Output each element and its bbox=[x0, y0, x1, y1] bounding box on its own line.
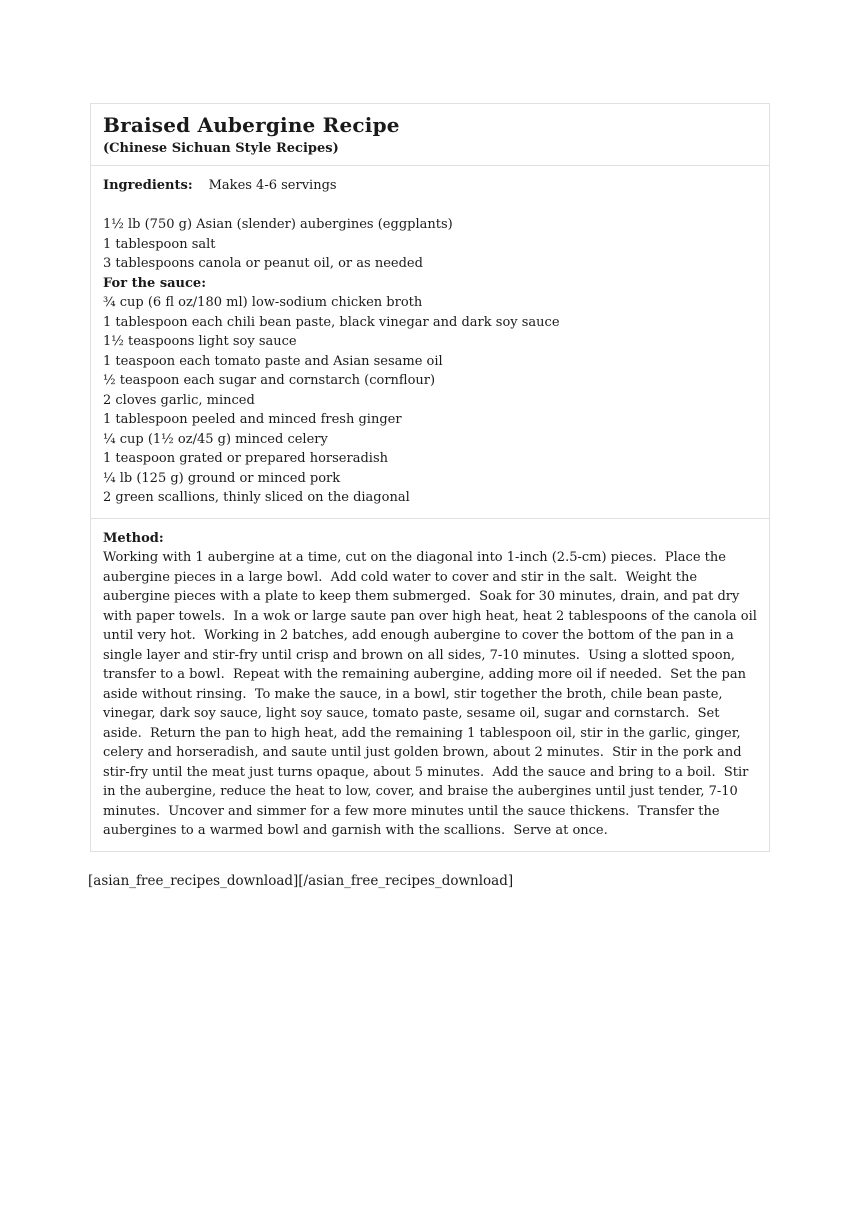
ingredient-item: 3 tablespoons canola or peanut oil, or as needed bbox=[103, 256, 423, 271]
ingredient-item: 1 teaspoon each tomato paste and Asian sesame oil bbox=[103, 353, 443, 369]
recipe-header bbox=[91, 104, 769, 165]
ingredient-item: 1½ teaspoons light soy sauce bbox=[103, 334, 297, 349]
ingredient-item: 1 teaspoon grated or prepared horseradish bbox=[103, 451, 388, 466]
page-title: Braised Aubergine Recipe bbox=[103, 113, 400, 137]
ingredient-item: 2 cloves garlic, minced bbox=[103, 392, 255, 408]
sauce-heading: For the sauce: bbox=[103, 275, 206, 291]
ingredients-section bbox=[91, 165, 769, 518]
ingredient-list-sauce bbox=[103, 293, 757, 508]
ingredient-item: 1 tablespoon peeled and minced fresh ginger bbox=[103, 412, 402, 427]
ingredient-item: ½ teaspoon each sugar and cornstarch (cornflour) bbox=[103, 373, 436, 388]
ingredient-item: 2 green scallions, thinly sliced on the diagonal bbox=[103, 490, 410, 505]
ingredient-item: 1 tablespoon salt bbox=[103, 236, 216, 252]
page-subtitle: (Chinese Sichuan Style Recipes) bbox=[103, 141, 339, 156]
ingredient-item: ¼ lb (125 g) ground or minced pork bbox=[103, 470, 341, 486]
ingredient-item: 1½ lb (750 g) Asian (slender) aubergines (eggplants) bbox=[103, 217, 453, 232]
ingredient-item: ¼ cup (1½ oz/45 g) minced celery bbox=[103, 431, 328, 447]
recipe-card bbox=[90, 103, 770, 852]
ingredient-item: 1 tablespoon each chili bean paste, black vinegar and dark soy sauce bbox=[103, 314, 560, 330]
shortcode-text: [asian_free_recipes_download][/asian_free_recipes_download] bbox=[88, 873, 514, 889]
ingredient-list-main bbox=[103, 215, 757, 274]
spacer bbox=[103, 196, 757, 216]
method-section bbox=[91, 518, 769, 851]
ingredients-label: Ingredients: bbox=[103, 178, 193, 193]
method-label: Method: bbox=[103, 530, 164, 546]
ingredient-item: ¾ cup (6 fl oz/180 ml) low-sodium chicken broth bbox=[103, 295, 423, 310]
ingredients-header-line bbox=[103, 176, 757, 196]
method-text: Working with 1 aubergine at a time, cut on the diagonal into 1-inch (2.5-cm) pieces. Place the aubergine pieces in a large bowl. Add cold water to cover and stir in the salt. Weight the aubergine pieces with a plate to keep them submerged. Soak for 30 minutes, drain, and pat dry with paper towels. In a wok or large saute pan over high heat, heat 2 tablespoons of the canola oil until very hot. Working in 2 batches, add enough aubergine to cover the bottom of the pan in a single layer and stir-fry until crisp and brown on all sides, 7-10 minutes. Using a slotted spoon, transfer to a bowl. Repeat with the remaining aubergine, adding more oil if needed. Set the pan aside without rinsing. To make the sauce, in a bowl, stir together the broth, chile bean paste, vinegar, dark soy sauce, light soy sauce, tomato paste, sesame oil, sugar and cornstarch. Set aside. Return the pan to high heat, add the remaining 1 tablespoon oil, stir in the garlic, ginger, celery and horseradish, and saute until just golden brown, about 2 minutes. Stir in the pork and stir-fry until the meat just turns opaque, about 5 minutes. Add the sauce and bring to a boil. Stir in the aubergine, reduce the heat to low, cover, and braise the aubergines until just tender, 7-10 minutes. Uncover and simmer for a few more minutes until the sauce thickens. Transfer the aubergines to a warmed bowl and garnish with the scallions. Serve at once. bbox=[103, 550, 762, 838]
servings-text: Makes 4-6 servings bbox=[208, 178, 337, 193]
